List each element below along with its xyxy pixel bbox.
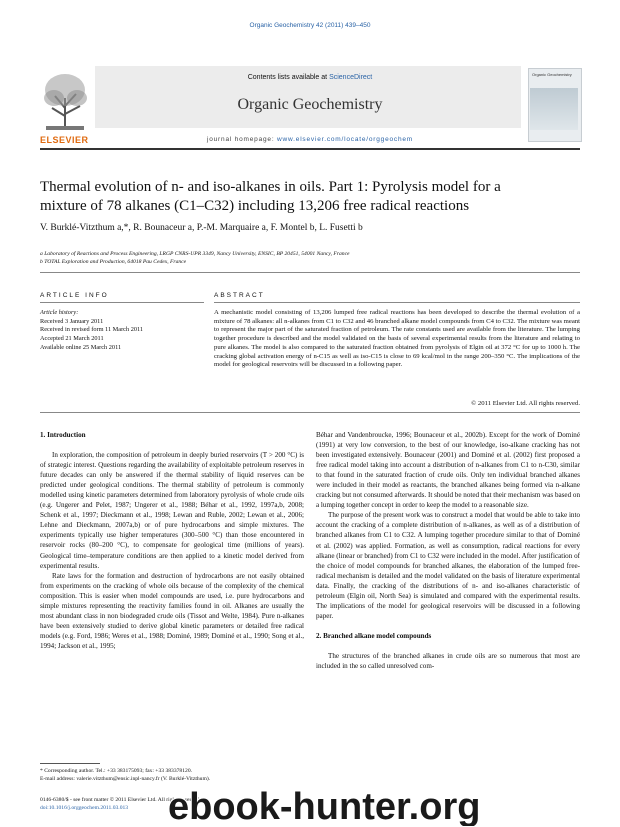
sciencedirect-link[interactable]: ScienceDirect [329, 74, 373, 81]
paragraph: The purpose of the present work was to construct a model that would be able to take into account the cracking of a complete distribution of n-alkanes, as well as of a distribution of branched alkanes from C1 to C32. A lumping together procedure similar to that of Dominé et al. (2002) was applied. Formation, as well as consumption, radical reactions for every alkane (linear or branched) from C1 to C32 were included in the model. After justification of the choice of model compounds for branched alkanes, the elaboration of the lumped free-radical mechanism is detailed and the model validated on the basis of literature experimental data. Finally, the cracking of the distributions of n- and iso-alkanes characteristic of petroleum (Elgin oil, North Sea) is simulated and compared with the experimental results. The implications of the model for geological reservoirs will be discussed in a following paper. [316, 511, 580, 620]
header-rule [40, 148, 580, 150]
abstract-bottom-rule [40, 412, 580, 413]
article-title [40, 178, 580, 216]
history-item: Available online 25 March 2011 [40, 343, 122, 351]
title-line-2: mixture of 78 alkanes (C1–C32) including 13,206 free radical reactions [40, 198, 470, 214]
paragraph: Rate laws for the formation and destruction of hydrocarbons are not easily obtained from experiments on the cracking of whole oils because of the complexity of the chemical composition. This is easier when model compounds are used, i.e. pure hydrocarbons and simple mixtures representing the reactivity families found in oil. Alkanes are usually the most abundant class in non biodegraded crude oils (Tissot and Welte, 1984). Pure n-alkanes have been extensively studied to derive global kinetic parameters or detailed free radical models (e.g. Ford, 1986; Weres et al., 1988; Dominé, 1989; Dominé et al., 1990; Song et al., 1994; Jackson et al., 1995; [40, 571, 304, 650]
abstract-rule [214, 302, 580, 303]
affiliation-rule [40, 272, 580, 273]
abstract-text: A mechanistic model consisting of 13,206 lumped free radical reactions has been developed to describe the thermal evolution of a mixture of 78 alkanes: all n-alkanes from C1 to C32 and 46 branched alkane model compounds from C4 to C32. The mixture was meant to represent the major part of the saturated fraction of petroleum. The rate constants used are available from the literature. The lumping together procedure is described and the model validated on the basis of several experimental results from the literature and relating to pure alkanes. The model is also compared to the saturated fraction obtained from pyrolysis of Elgin oil at 372 °C for up to 1000 h. The cracking global activation energy of n-C15 as well as iso-C15 is close to 69 kcal/mol in the range 200–350 °C. The implications of the model for geological reservoirs will be discussed in a following paper. [214, 309, 580, 369]
doi-link[interactable]: doi:10.1016/j.orggeochem.2011.03.013 [40, 805, 129, 811]
body-column-right [316, 430, 580, 671]
homepage-link[interactable]: www.elsevier.com/locate/orggeochem [277, 136, 413, 143]
abstract-heading: ABSTRACT [214, 292, 265, 299]
cover-title: Organic Geochemistry [532, 72, 572, 77]
cover-image [530, 88, 578, 130]
contents-line [0, 74, 620, 81]
journal-homepage [0, 136, 620, 143]
watermark-text: ebook-hunter.org [168, 786, 481, 826]
section-heading-branched-alkanes: 2. Branched alkane model compounds [316, 631, 432, 640]
elsevier-wordmark: ELSEVIER [40, 135, 89, 145]
email-note: E-mail address: valerie.vitzthum@ensic.inpl-nancy.fr (V. Burklé-Vitzthum). [40, 776, 211, 782]
affiliations [40, 250, 580, 266]
history-item: Received 3 January 2011 [40, 317, 104, 325]
footnote-rule [40, 763, 100, 764]
paragraph: The structures of the branched alkanes in crude oils are so numerous that most are included in the so called unresolved com- [316, 651, 580, 670]
corresponding-author-note: * Corresponding author. Tel.: +33 383175093; fax: +33 383378120. [40, 768, 193, 774]
contents-prefix: Contents lists available at [247, 74, 330, 81]
author-list: V. Burklé-Vitzthum a,*, R. Bounaceur a, P.-M. Marquaire a, F. Montel b, L. Fusetti b [40, 223, 363, 233]
watermark-overlay [160, 786, 620, 826]
article-info-rule [40, 302, 204, 303]
title-line-1: Thermal evolution of n- and iso-alkanes in oils. Part 1: Pyrolysis model for a [40, 179, 501, 195]
affiliation-b: b TOTAL Exploration and Production, 64018 Pau Cedex, France [40, 259, 187, 265]
article-history [40, 309, 204, 353]
paragraph: In exploration, the composition of petroleum in deeply buried reservoirs (T > 200 °C) is of strategic interest. Questions regarding the availability of exploitable petroleum reserves in future decades can only be answered if the thermal stability of liquid reserves can be predicted under geological conditions. The thermal stability of petroleum is commonly modelled using kinetic parameters determined from laboratory pyrolysis of whole crude oils (e.g. Ungerer and Pelet, 1987; Ungerer et al., 1988; Béhar et al., 1992, 1997a,b, 2008; Schenk et al., 1997; Dieckmann et al., 1998; Lewan and Ruble, 2002; Lewan et al., 2006; Lehne and Dieckmann, 2007a,b) or of pure hydrocarbons and simple mixtures. The experiments typically use higher temperatures (300–500 °C) than those encountered in reservoir rocks (80–200 °C), to compensate for geological time (millions of years). Geological time–temperature conditions are then applied to a kinetic model derived from experimental results. [40, 451, 304, 570]
paragraph: Béhar and Vandenbroucke, 1996; Bounaceur et al., 2002b). Except for the work of Dominé (1991) at very low conversion, to the best of our knowledge, iso-alkane cracking has not been investigated extensively. Bounaceur (2001) and Dominé et al. (2002) first proposed a free radical model taking into account a distribution of n-alkanes from C1 to n-C30, similar to that found in the saturated fraction of crude oils. Only ten individual branched alkanes were included in their model as reactants, the branched alkanes being formed via n-alkane cracking but not consumed afterwards. It should be noted that their mechanism was based on a lumping together concept in order to keep the model to a reasonable size. [316, 431, 580, 510]
copyright-notice: © 2011 Elsevier Ltd. All rights reserved. [471, 400, 580, 407]
article-info-heading: ARTICLE INFO [40, 292, 109, 299]
history-item: Accepted 21 March 2011 [40, 335, 104, 343]
journal-title: Organic Geochemistry [237, 96, 383, 113]
section-heading-introduction: 1. Introduction [40, 431, 86, 439]
journal-reference[interactable]: Organic Geochemistry 42 (2011) 439–450 [249, 22, 371, 29]
affiliation-a: a Laboratory of Reactions and Process Engineering, LRGP CNRS-UPR 3349, Nancy University, ENSIC, BP 20451, 54001 Nancy, France [40, 251, 350, 257]
footnotes [40, 767, 304, 783]
issn-line: 0146-6380/$ - see front matter © 2011 Elsevier Ltd. All rights reserved. [40, 797, 201, 803]
homepage-prefix: journal homepage: [206, 136, 278, 143]
history-label: Article history: [40, 309, 79, 316]
body-column-left [40, 430, 304, 651]
elsevier-tree-logo [40, 68, 90, 142]
history-item: Received in revised form 11 March 2011 [40, 326, 144, 334]
